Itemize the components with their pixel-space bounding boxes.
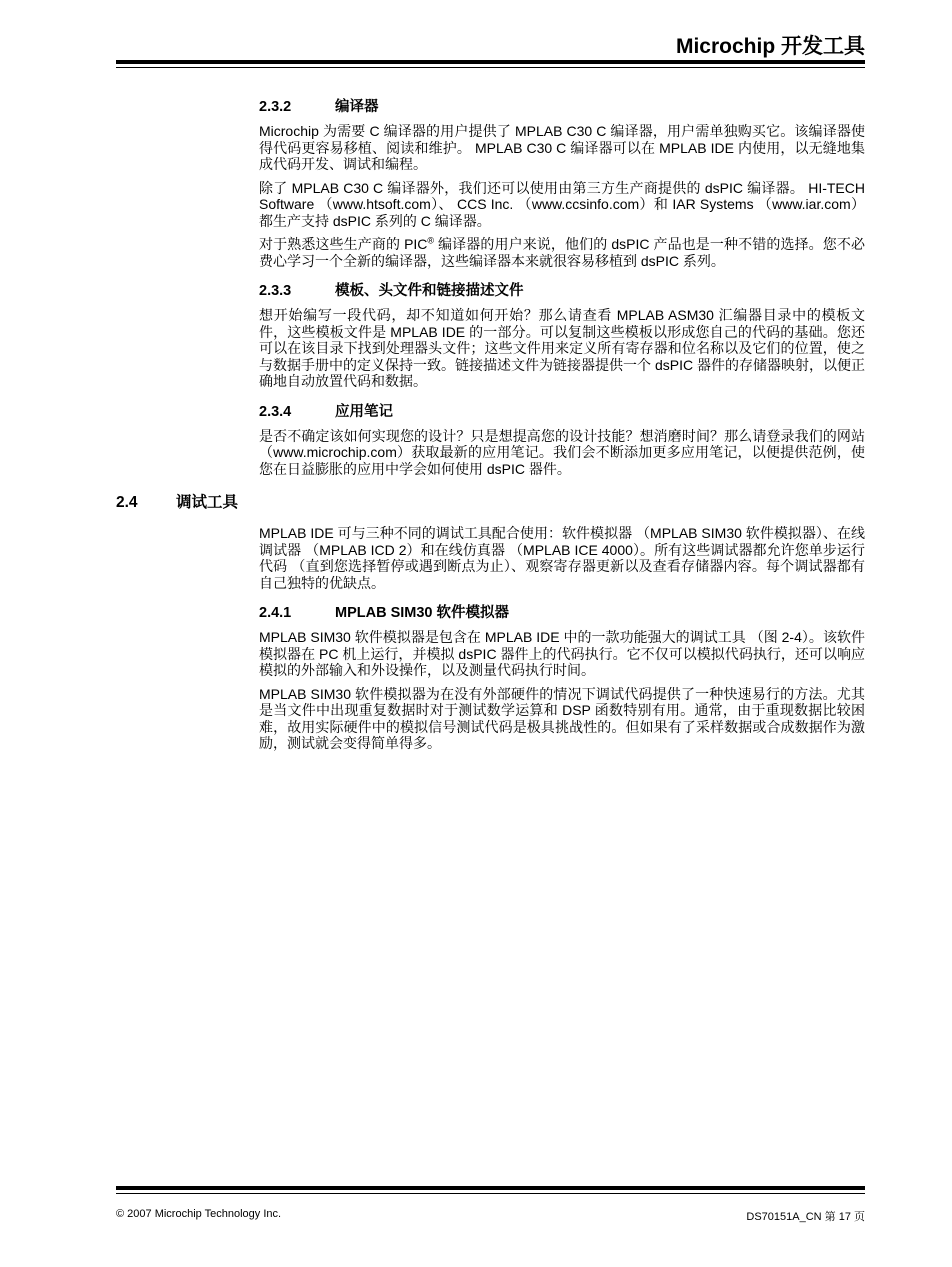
paragraph-text: 编译器的用户来说，他们的 dsPIC 产品也是一种不错的选择。您不必费心学习一个全新的编译器，这些编译器本来就很容易移植到 dsPIC 系列。 <box>259 236 865 269</box>
chapter-heading <box>116 493 865 513</box>
section-title: 模板、头文件和链接描述文件 <box>335 283 524 299</box>
section-title: MPLAB SIM30 软件模拟器 <box>335 605 510 621</box>
section-number: 2.3.3 <box>259 283 292 299</box>
section-heading <box>259 97 865 117</box>
section-title: 应用笔记 <box>335 403 393 420</box>
section-heading <box>259 281 865 301</box>
paragraph-text: 对于熟悉这些生产商的 PIC <box>259 236 428 252</box>
header-rule-thick <box>116 60 865 64</box>
section-heading <box>259 402 865 422</box>
section-title: 编译器 <box>335 99 379 115</box>
footer-rule-thick <box>116 1186 865 1190</box>
footer-rule-thin <box>116 1193 865 1194</box>
section-2-4 <box>116 493 865 591</box>
footer-page-number: DS70151A_CN 第 17 页 <box>746 1211 865 1223</box>
footer-copyright: © 2007 Microchip Technology Inc. <box>116 1208 282 1220</box>
paragraph: MPLAB IDE 可与三种不同的调试工具配合使用：软件模拟器 （MPLAB SIM30 软件模拟器）、在线调试器 （MPLAB ICD 2）和在线仿真器 （MPLAB ICE 4000）。所有这些调试器都允许您单步运行代码 （直到您选择暂停或遇到断点为止）、观察寄存器更新以及查看存储器内容。每个调试器都有自己独特的优缺点。 <box>259 525 865 591</box>
paragraph: 除了 MPLAB C30 C 编译器外，我们还可以使用由第三方生产商提供的 dsPIC 编译器。 HI-TECH Software （www.htsoft.com）、 CCS Inc. （www.ccsinfo.com）和 IAR Systems （www.iar.com）都生产支持 dsPIC 系列的 C 编译器。 <box>259 179 865 229</box>
paragraph <box>259 236 865 269</box>
header-rule-thin <box>116 67 865 68</box>
section-heading <box>259 603 865 623</box>
section-number: 2.3.2 <box>259 99 292 115</box>
section-number: 2.4 <box>116 494 138 511</box>
paragraph: 是否不确定该如何实现您的设计？只是想提高您的设计技能？想消磨时间？那么请登录我们的网站 （www.microchip.com）获取最新的应用笔记。我们会不断添加更多应用笔记，以便提供范例，使您在日益膨胀的应用中学会如何使用 dsPIC 器件。 <box>259 427 865 477</box>
paragraph: Microchip 为需要 C 编译器的用户提供了 MPLAB C30 C 编译器，用户需单独购买它。该编译器使得代码更容易移植、阅读和维护。 MPLAB C30 C 编译器可以在 MPLAB IDE 内使用，以无缝地集成代码开发、调试和编程。 <box>259 123 865 172</box>
section-2-3-4 <box>259 402 865 478</box>
section-number: 2.4.1 <box>259 605 292 621</box>
paragraph: 想开始编写一段代码，却不知道如何开始？那么请查看 MPLAB ASM30 汇编器目录中的模板文件，这些模板文件是 MPLAB IDE 的一部分。可以复制这些模板以形成您自己的代码的基础。您还可以在该目录下找到处理器头文件；这些文件用来定义所有寄存器和位名称以及它们的位置，使之与数据手册中的定义保持一致。链接描述文件为链接器提供一个 dsPIC 器件的存储器映射，以便正确地自动放置代码和数据。 <box>259 307 865 389</box>
registered-mark: ® <box>427 235 435 246</box>
main-content <box>116 97 865 764</box>
paragraph: MPLAB SIM30 软件模拟器为在没有外部硬件的情况下调试代码提供了一种快速易行的方法。尤其是当文件中出现重复数据时对于测试数学运算和 DSP 函数特别有用。通常，由于重现数据比较困难，故用实际硬件中的模拟信号测试代码是极具挑战性的。但如果有了采样数据或合成数据作为激励，测试就会变得简单得多。 <box>259 685 865 751</box>
section-title: 调试工具 <box>176 494 239 511</box>
section-2-4-1 <box>259 603 865 752</box>
section-2-3-2 <box>259 97 865 269</box>
header-title: Microchip 开发工具 <box>675 35 865 58</box>
section-2-3-3 <box>259 281 865 390</box>
paragraph: MPLAB SIM30 软件模拟器是包含在 MPLAB IDE 中的一款功能强大的调试工具 （图 2-4）。该软件模拟器在 PC 机上运行，并模拟 dsPIC 器件上的代码执行。它不仅可以模拟代码执行，还可以响应模拟的外部输入和外设操作，以及测量代码执行时间。 <box>259 629 865 678</box>
section-number: 2.3.4 <box>259 403 292 420</box>
